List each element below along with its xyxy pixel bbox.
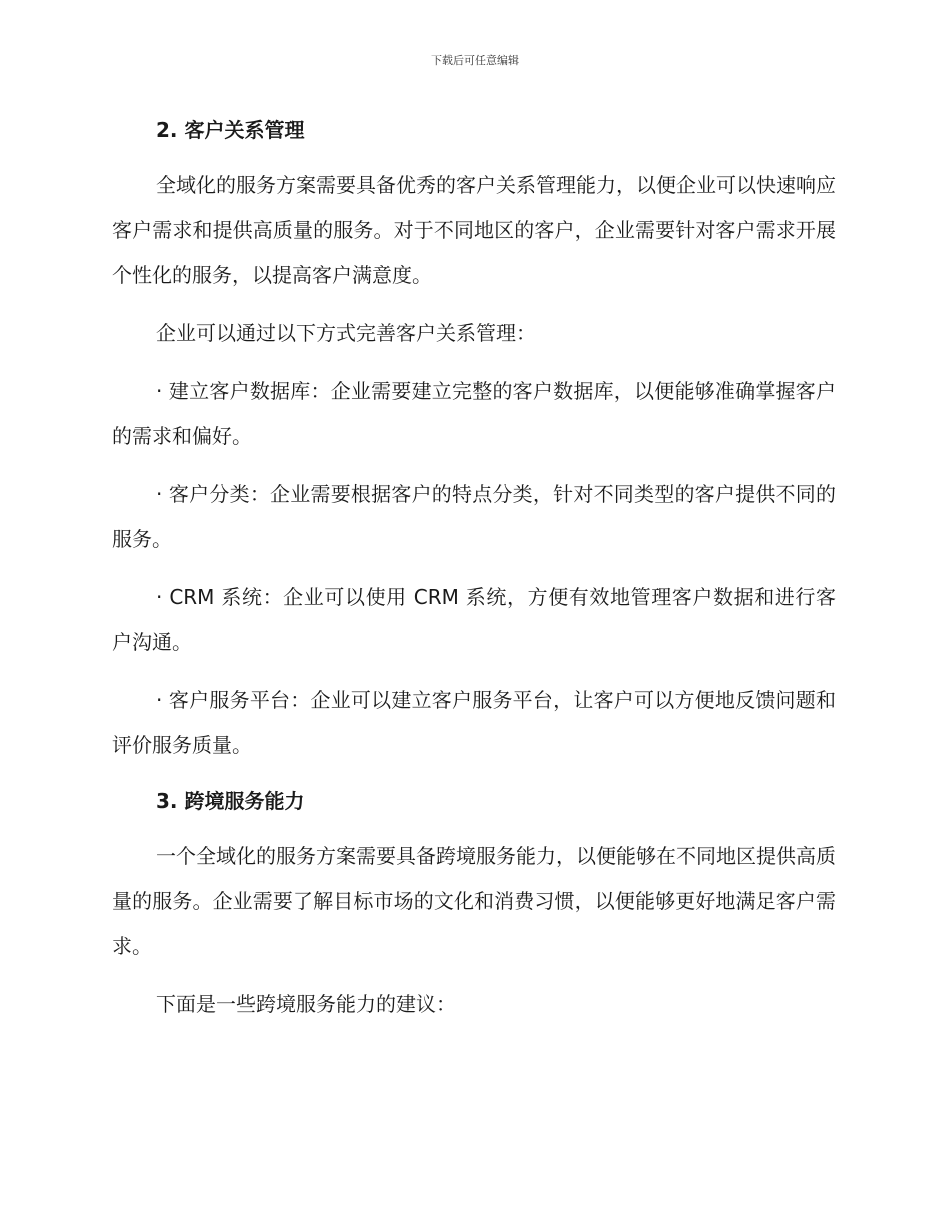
paragraph: 全域化的服务方案需要具备优秀的客户关系管理能力，以便企业可以快速响应客户需求和提供高质量的服务。对于不同地区的客户，企业需要针对客户需求开展个性化的服务，以提高客户满意度。 xyxy=(112,173,836,287)
bullet-item: · CRM 系统：企业可以使用 CRM 系统，方便有效地管理客户数据和进行客户沟通。 xyxy=(112,585,836,654)
bullet-item: · 客户分类：企业需要根据客户的特点分类，针对不同类型的客户提供不同的服务。 xyxy=(112,482,836,551)
section-heading-customer-relationship: 2. 客户关系管理 xyxy=(156,118,305,142)
paragraph: 下面是一些跨境服务能力的建议： xyxy=(156,992,456,1016)
document-body xyxy=(112,110,836,1027)
paragraph: 企业可以通过以下方式完善客户关系管理： xyxy=(156,321,536,345)
bullet-item: · 建立客户数据库：企业需要建立完整的客户数据库，以便能够准确掌握客户的需求和偏好。 xyxy=(112,379,836,448)
page-header: 下载后可任意编辑 xyxy=(431,54,519,67)
section-heading-cross-border-service: 3. 跨境服务能力 xyxy=(156,789,305,813)
paragraph: 一个全域化的服务方案需要具备跨境服务能力，以便能够在不同地区提供高质量的服务。企业需要了解目标市场的文化和消费习惯，以便能够更好地满足客户需求。 xyxy=(112,844,836,958)
bullet-item: · 客户服务平台：企业可以建立客户服务平台，让客户可以方便地反馈问题和评价服务质量。 xyxy=(112,688,836,757)
